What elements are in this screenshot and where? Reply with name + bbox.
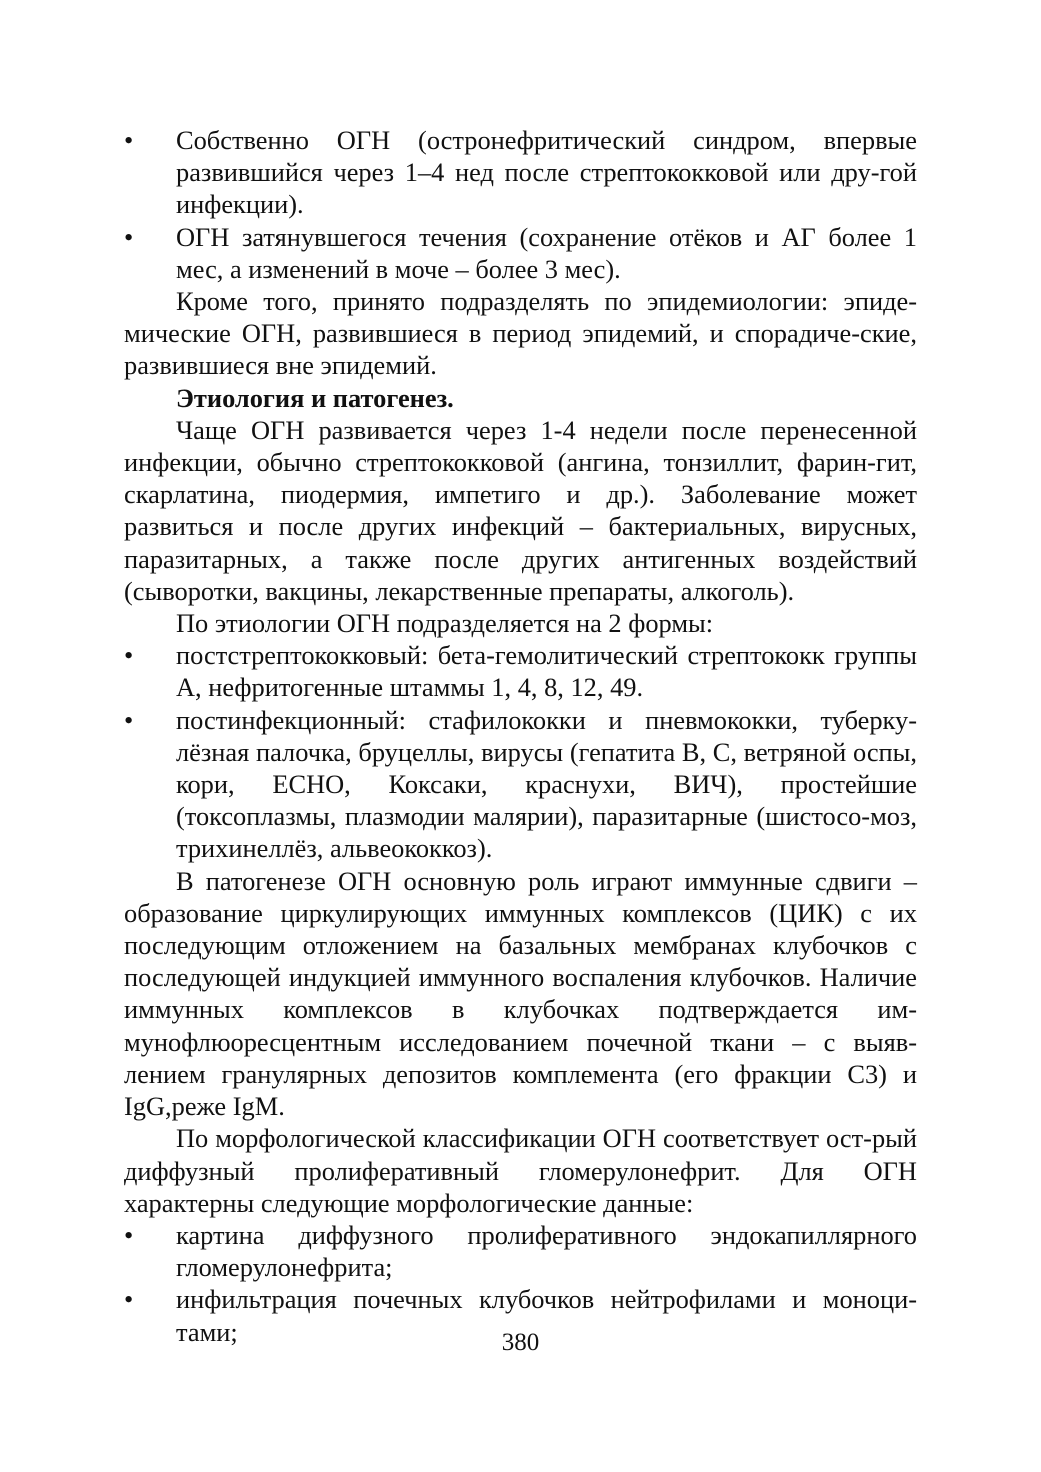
- bullet-item: [124, 704, 917, 865]
- bullet-marker: •: [124, 704, 134, 735]
- page-number: 380: [501, 1329, 540, 1356]
- paragraph: Кроме того, принято подразделять по эпидемиологии: эпиде-мические ОГН, развившиеся в период эпидемий, и спорадиче-ские, развившиеся вне эпидемий.: [124, 286, 917, 381]
- bullet-item: [124, 1219, 917, 1283]
- section-heading: Этиология и патогенез.: [176, 382, 454, 413]
- page-body: [124, 124, 917, 1348]
- bullet-text: ОГН затянувшегося течения (сохранение отёков и АГ более 1 мес, а изменений в моче – более 3 мес).: [176, 221, 917, 284]
- bullet-marker: •: [124, 1219, 134, 1250]
- bullet-text: Собственно ОГН (остронефритический синдром, впервые развившийся через 1–4 нед после стрептококковой или дру-гой инфекции).: [176, 125, 917, 220]
- paragraph: В патогенезе ОГН основную роль играют иммунные сдвиги – образование циркулирующих иммунных комплексов (ЦИК) с их последующим отложением на базальных мембранах клубочков с последующей индукцией иммунного воспаления клубочков. Наличие иммунных комплексов в клубочках подтверждается им-мунофлюоресцентным исследованием почечной ткани – с выяв-лением гранулярных депозитов комплемента (его фракции С3) и IgG,реже IgM.: [124, 865, 917, 1122]
- bullet-text: постстрептококковый: бета-гемолитический стрептококк группы А, нефритогенные штаммы 1, 4, 8, 12, 49.: [176, 640, 917, 703]
- paragraph: По морфологической классификации ОГН соответствует ост-рый диффузный пролиферативный гломерулонефрит. Для ОГН характерны следующие морфологические данные:: [124, 1123, 917, 1218]
- bullet-item: [124, 124, 917, 221]
- bullet-item: [124, 639, 917, 703]
- bullet-marker: •: [124, 221, 134, 252]
- bullet-text: инфильтрация почечных клубочков нейтрофилами и моноци-тами;: [176, 1284, 917, 1347]
- bullet-item: [124, 221, 917, 285]
- bullet-marker: •: [124, 640, 134, 671]
- bullet-marker: •: [124, 125, 134, 155]
- bullet-text: картина диффузного пролиферативного эндокапиллярного гломерулонефрита;: [176, 1219, 917, 1283]
- paragraph: Чаще ОГН развивается через 1-4 недели после перенесенной инфекции, обычно стрептококковой (ангина, тонзиллит, фарин-гит, скарлатина, пиодермия, импетиго и др.). Заболевание может развиться и после других инфекций – бактериальных, вирусных, паразитарных, а также после других антигенных воздействий (сыворотки, вакцины, лекарственные препараты, алкоголь).: [124, 414, 917, 606]
- bullet-text: постинфекционный: стафилококки и пневмококки, туберку-лёзная палочка, бруцеллы, вирусы (гепатита В, С, ветряной оспы, кори, ЕСНО, Коксаки, краснухи, ВИЧ), простейшие (токсоплазмы, плазмодии малярии), паразитарные (шистосо-моз, трихинеллёз, альвеококкоз).: [176, 704, 917, 864]
- bullet-marker: •: [124, 1284, 134, 1315]
- paragraph: По этиологии ОГН подразделяется на 2 формы:: [176, 608, 714, 639]
